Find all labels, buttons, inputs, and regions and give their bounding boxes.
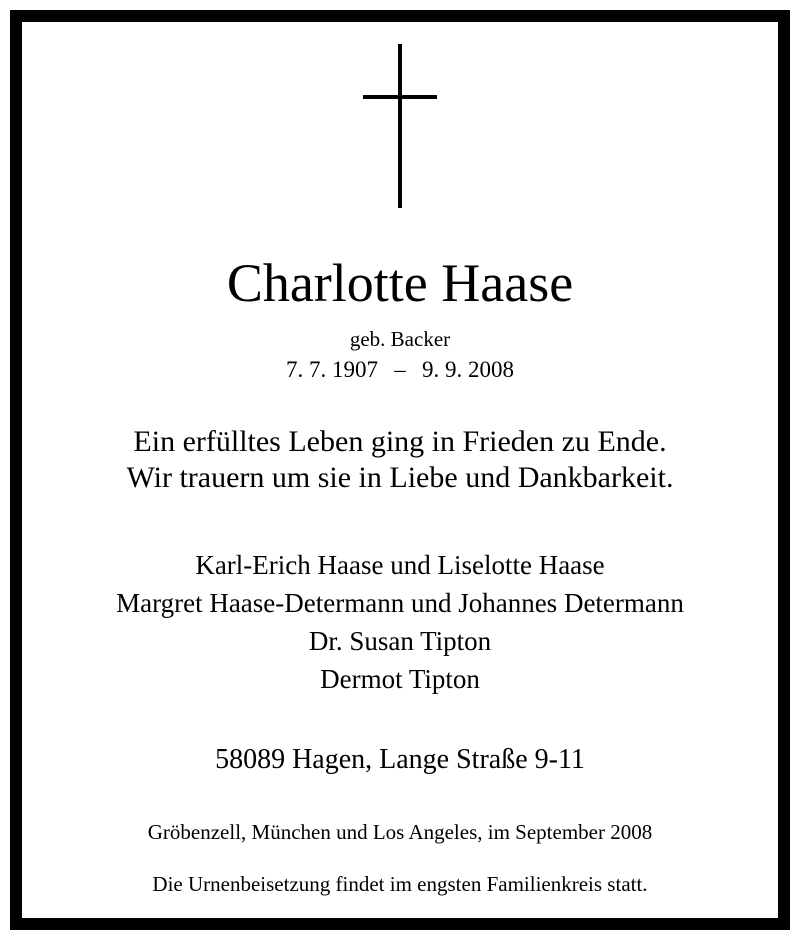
burial-note: Die Urnenbeisetzung findet im engsten Familienkreis statt. — [152, 872, 648, 896]
death-date: 9. 9. 2008 — [422, 357, 514, 382]
date-separator: – — [394, 357, 406, 382]
mourner-line: Karl-Erich Haase und Liselotte Haase — [195, 550, 605, 580]
address: 58089 Hagen, Lange Straße 9-11 — [215, 744, 585, 775]
place-and-date: Gröbenzell, München und Los Angeles, im September 2008 — [147, 820, 653, 844]
mourner-line: Dr. Susan Tipton — [308, 626, 492, 656]
mourner-line: Dermot Tipton — [320, 664, 480, 694]
mourner-line: Margret Haase-Determann und Johannes Determann — [116, 588, 684, 618]
cross-icon — [0, 0, 800, 220]
birth-name: geb. Backer — [349, 327, 451, 351]
life-dates — [0, 356, 800, 384]
birth-date: 7. 7. 1907 — [286, 357, 378, 382]
deceased-name: Charlotte Haase — [226, 253, 574, 313]
motto-line: Ein erfülltes Leben ging in Frieden zu Ende. — [133, 425, 667, 458]
motto-line: Wir trauern um sie in Liebe und Dankbarkeit. — [126, 461, 674, 494]
